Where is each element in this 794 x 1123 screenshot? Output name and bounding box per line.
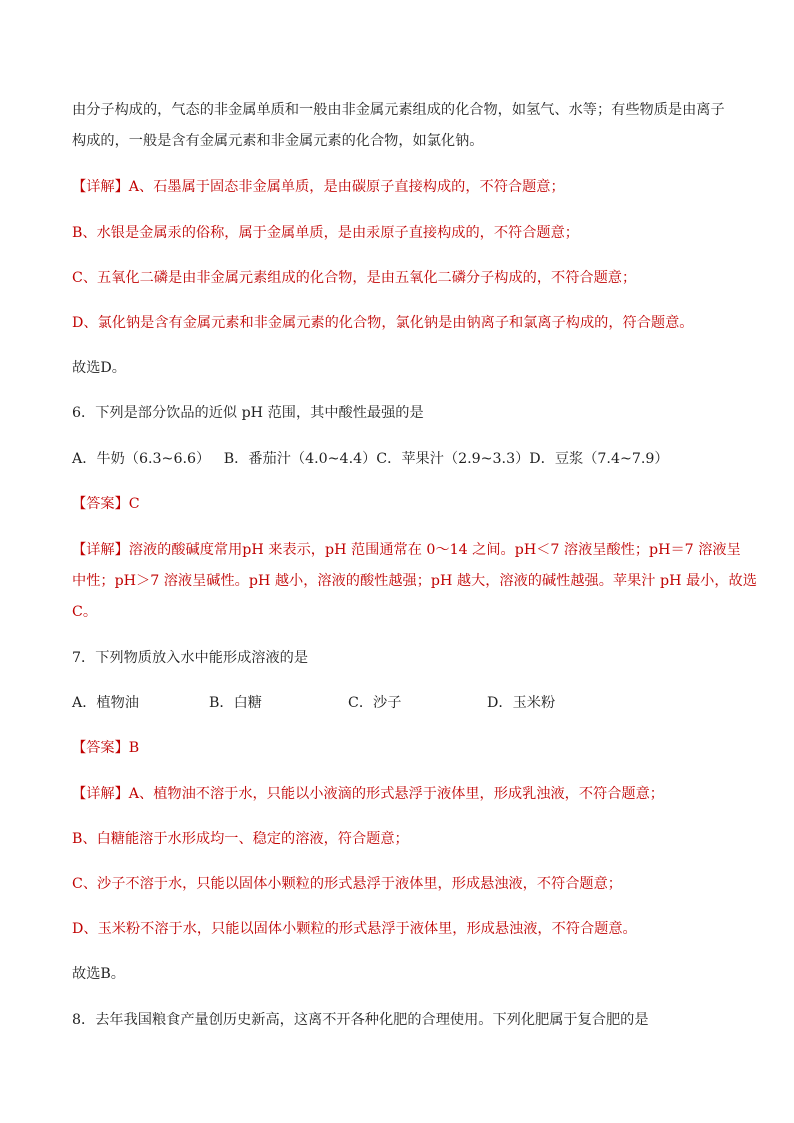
q6-detail-line-2: 中性；pH＞7 溶液呈碱性。pH 越小，溶液的酸性越强；pH 越大，溶液的碱性越强。苹果汁 pH 最小，故选 (72, 573, 757, 589)
q8-stem: 8．去年我国粮食产量创历史新高，这离不开各种化肥的合理使用。下列化肥属于复合肥的是 (72, 1012, 649, 1028)
q5-detail-c: C、五氧化二磷是由非金属元素组成的化合物，是由五氧化二磷分子构成的，不符合题意； (72, 270, 637, 286)
q7-detail-d: D、玉米粉不溶于水，只能以固体小颗粒的形式悬浮于液体里，形成悬浊液，不符合题意。 (72, 921, 637, 937)
q7-option-d: D．玉米粉 (487, 695, 556, 711)
detail-tag: 【详解】 (72, 786, 129, 802)
q7-option-b: B．白糖 (209, 695, 262, 711)
q5-detail-b: B、水银是金属汞的俗称，属于金属单质，是由汞原子直接构成的，不符合题意； (72, 225, 579, 241)
q6-detail-line-1 (72, 540, 741, 560)
q7-stem: 7．下列物质放入水中能形成溶液的是 (72, 650, 309, 666)
q7-option-c: C．沙子 (348, 695, 402, 711)
detail-tag: 【详解】 (72, 542, 129, 558)
q6-options: A．牛奶（6.3~6.6） B．番茄汁（4.0~4.4）C．苹果汁（2.9~3.3）D．豆浆（7.4~7.9） (72, 451, 669, 467)
answer-tag: 【答案】 (72, 740, 129, 756)
detail-tag: 【详解】 (72, 179, 129, 195)
answer-value: C (128, 496, 140, 512)
detail-text: A、石墨属于固态非金属单质，是由碳原子直接构成的，不符合题意； (128, 179, 565, 195)
q7-detail-b: B、白糖能溶于水形成均一、稳定的溶液，符合题意； (72, 831, 409, 847)
intro-line-2: 构成的，一般是含有金属元素和非金属元素的化合物，如氯化钠。 (72, 133, 484, 149)
answer-value: B (128, 740, 140, 756)
detail-text: 溶液的酸碱度常用pH 来表示，pH 范围通常在 0～14 之间。pH＜7 溶液呈酸性；pH＝7 溶液呈 (128, 542, 741, 558)
q7-detail-c: C、沙子不溶于水，只能以固体小颗粒的形式悬浮于液体里，形成悬浊液，不符合题意； (72, 876, 622, 892)
q7-conclusion: 故选B。 (72, 966, 125, 982)
q7-option-a: A．植物油 (72, 695, 139, 711)
q7-answer (72, 738, 139, 758)
q5-detail-d: D、氯化钠是含有金属元素和非金属元素的化合物，氯化钠是由钠离子和氯离子构成的，符合题意。 (72, 315, 694, 331)
intro-line-1: 由分子构成的，气态的非金属单质和一般由非金属元素组成的化合物，如氢气、水等；有些物质是由离子 (72, 102, 725, 118)
detail-text: A、植物油不溶于水，只能以小液滴的形式悬浮于液体里，形成乳浊液，不符合题意； (128, 786, 664, 802)
answer-tag: 【答案】 (72, 496, 129, 512)
q7-detail-a (72, 784, 664, 804)
q6-answer (72, 494, 140, 514)
q6-detail-line-3: C。 (72, 604, 98, 620)
q5-conclusion: 故选D。 (72, 360, 126, 376)
q6-stem: 6．下列是部分饮品的近似 pH 范围，其中酸性最强的是 (72, 405, 424, 421)
q5-detail-a (72, 177, 565, 197)
